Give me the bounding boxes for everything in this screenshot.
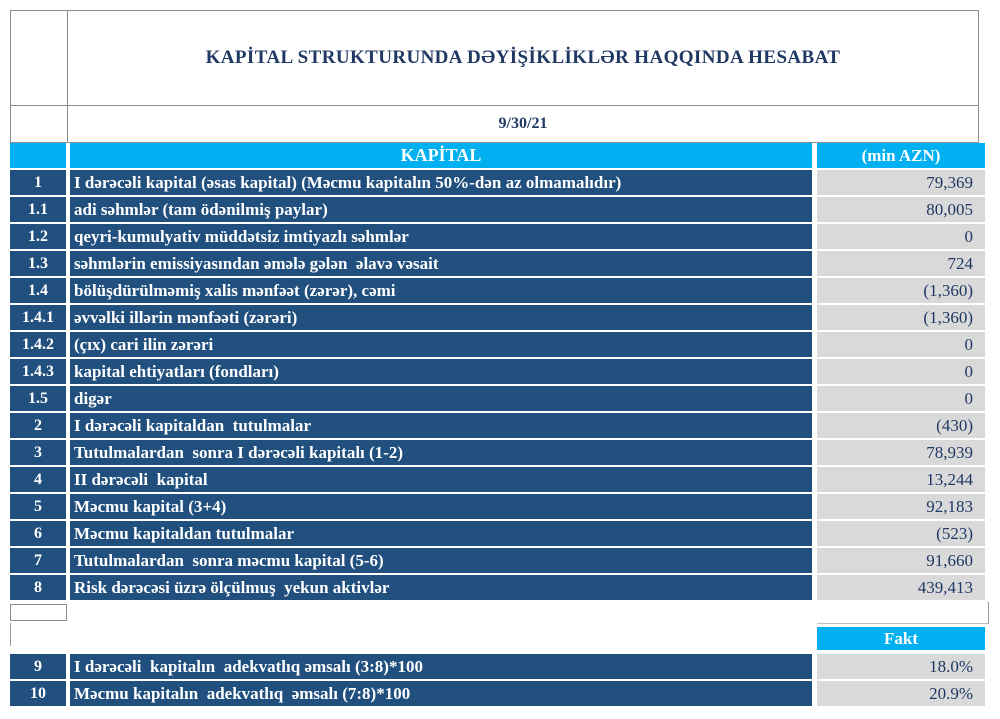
row-number-cell: 5: [10, 494, 66, 519]
fakt-header-cell: Fakt: [817, 627, 985, 650]
row-label: Tutulmalardan sonra məcmu kapital (5-6): [70, 548, 812, 573]
row-number-cell: 1.4.2: [10, 332, 66, 357]
row-label: əvvəlki illərin mənfəəti (zərəri): [70, 305, 812, 330]
empty-value-cell: [817, 602, 989, 624]
page-title: KAPİTAL STRUKTURUNDA DƏYİŞİKLİKLƏR HAQQINDA HESABAT: [205, 47, 841, 68]
row-number-cell: 2: [10, 413, 66, 438]
header-caption-cell: KAPİTAL: [70, 143, 812, 168]
row-value: (1,360): [817, 305, 985, 330]
table-row: [10, 467, 985, 492]
row-label: Məcmu kapital (3+4): [70, 494, 812, 519]
table-row: [10, 251, 985, 276]
row-value: 724: [817, 251, 985, 276]
table-row: [10, 197, 985, 222]
row-value: 80,005: [817, 197, 985, 222]
row-value: 79,369: [817, 170, 985, 195]
date-cell: [68, 106, 979, 143]
report-header-block: [10, 10, 979, 143]
table-row: [10, 548, 985, 573]
row-label: Məcmu kapitalın adekvatlıq əmsalı (7:8)*100: [70, 681, 812, 706]
row-label: digər: [70, 386, 812, 411]
row-number-cell: 10: [10, 681, 66, 706]
row-value: 13,244: [817, 467, 985, 492]
row-number-cell: 1.5: [10, 386, 66, 411]
table-row: [10, 413, 985, 438]
row-label: Risk dərəcəsi üzrə ölçülmuş yekun aktivlər: [70, 575, 812, 600]
row-label: (çıx) cari ilin zərəri: [70, 332, 812, 357]
capital-table: [10, 143, 985, 708]
empty-bordered-cell: [10, 604, 67, 621]
row-number-cell: 7: [10, 548, 66, 573]
row-number-cell: 3: [10, 440, 66, 465]
table-row: [10, 681, 985, 706]
spacer-band: [10, 602, 985, 652]
row-value: 0: [817, 224, 985, 249]
header-unit-cell: (min AZN): [817, 143, 985, 168]
table-row: [10, 305, 985, 330]
row-number-cell: 1.4.1: [10, 305, 66, 330]
title-row-corner-cell: [10, 10, 68, 106]
table-row: [10, 278, 985, 303]
row-value: (523): [817, 521, 985, 546]
date-row: [10, 106, 979, 143]
table-row: [10, 521, 985, 546]
row-value: (430): [817, 413, 985, 438]
row-number-cell: 1.2: [10, 224, 66, 249]
row-value: 0: [817, 386, 985, 411]
row-value: (1,360): [817, 278, 985, 303]
row-number-cell: 9: [10, 654, 66, 679]
table-row: [10, 359, 985, 384]
row-label: I dərəcəli kapitaldan tutulmalar: [70, 413, 812, 438]
date-row-corner-cell: [10, 106, 68, 143]
row-label: bölüşdürülməmiş xalis mənfəət (zərər), cəmi: [70, 278, 812, 303]
row-value: 0: [817, 359, 985, 384]
row-value: 0: [817, 332, 985, 357]
row-number-cell: 4: [10, 467, 66, 492]
row-value: 78,939: [817, 440, 985, 465]
row-number-cell: 6: [10, 521, 66, 546]
title-row: [10, 10, 979, 106]
row-value: 20.9%: [817, 681, 985, 706]
row-number-cell: 8: [10, 575, 66, 600]
row-number-cell: 1.4.3: [10, 359, 66, 384]
table-header-row: [10, 143, 985, 168]
row-label: adi səhmlər (tam ödənilmiş paylar): [70, 197, 812, 222]
table-row: [10, 386, 985, 411]
row-label: I dərəcəli kapitalın adekvatlıq əmsalı (3:8)*100: [70, 654, 812, 679]
row-label: Məcmu kapitaldan tutulmalar: [70, 521, 812, 546]
row-number-cell: 1.4: [10, 278, 66, 303]
row-number-cell: 1.1: [10, 197, 66, 222]
row-number-cell: 1.3: [10, 251, 66, 276]
table-row: [10, 332, 985, 357]
row-label: səhmlərin emissiyasından əmələ gələn əlavə vəsait: [70, 251, 812, 276]
row-number-cell: 1: [10, 170, 66, 195]
report-date: 9/30/21: [498, 115, 548, 132]
row-value: 91,660: [817, 548, 985, 573]
left-border-stub: [10, 623, 11, 646]
row-label: qeyri-kumulyativ müddətsiz imtiyazlı səhmlər: [70, 224, 812, 249]
table-row: [10, 224, 985, 249]
row-value: 92,183: [817, 494, 985, 519]
title-cell: [68, 10, 979, 106]
table-row: [10, 440, 985, 465]
table-row: [10, 575, 985, 600]
row-value: 18.0%: [817, 654, 985, 679]
row-value: 439,413: [817, 575, 985, 600]
row-label: kapital ehtiyatları (fondları): [70, 359, 812, 384]
row-label: Tutulmalardan sonra I dərəcəli kapitalı (1-2): [70, 440, 812, 465]
table-row: [10, 654, 985, 679]
header-number-cell: [10, 143, 66, 168]
row-label: II dərəcəli kapital: [70, 467, 812, 492]
row-label: I dərəcəli kapital (əsas kapital) (Məcmu kapitalın 50%-dən az olmamalıdır): [70, 170, 812, 195]
table-row: [10, 170, 985, 195]
table-row: [10, 494, 985, 519]
